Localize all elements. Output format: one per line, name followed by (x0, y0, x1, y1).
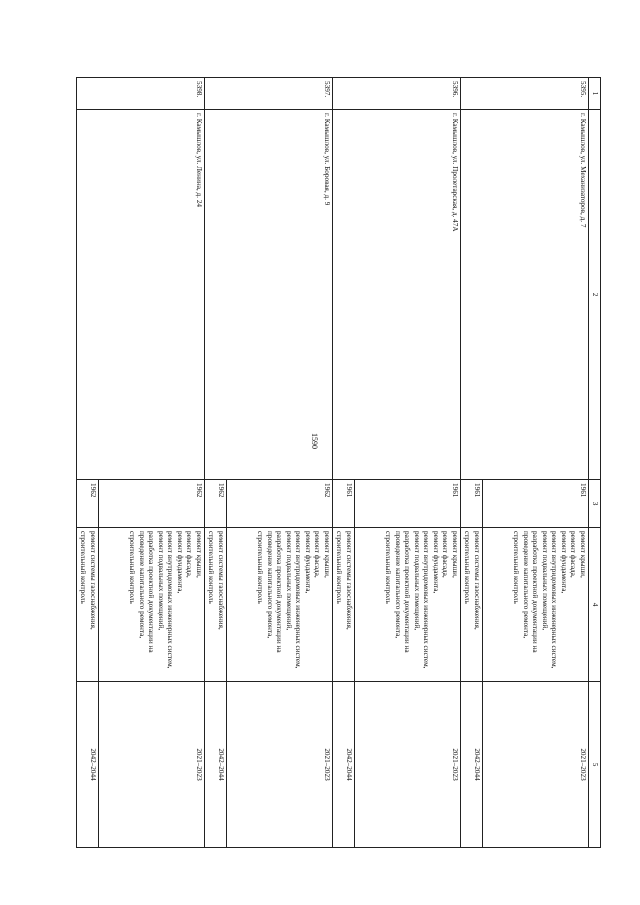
period-cell: 2042–2044 (205, 682, 227, 848)
works-cell (99, 528, 205, 682)
work-item: ремонт фасада, (185, 531, 194, 578)
works-cell (483, 528, 589, 682)
work-item: строительный контроль (463, 531, 472, 604)
address-cell: г. Камышлов, ул. Пролетарская, д. 47А (333, 110, 461, 480)
work-item: ремонт фундамента, (432, 531, 440, 594)
rotated-page (79, 77, 601, 847)
row-number: 5398. (77, 78, 205, 110)
year-cell: 1962 (99, 480, 205, 528)
work-item: разработка проектной документации на (275, 531, 284, 653)
repair-schedule-table (76, 77, 601, 848)
work-item: ремонт подвальных помещений, (285, 531, 293, 631)
year-cell: 1961 (355, 480, 461, 528)
work-item: ремонт крыши, (323, 531, 331, 578)
address-cell: г. Камышлов, ул. Ленина, д. 24 (77, 110, 205, 480)
year-cell: 1961 (483, 480, 589, 528)
period-cell: 2021–2023 (483, 682, 589, 848)
header-cell-5: 5 (589, 682, 601, 848)
year-cell: 1962 (205, 480, 227, 528)
works-cell (461, 528, 483, 682)
period-cell: 2042–2044 (77, 682, 99, 848)
header-cell-2: 2 (589, 110, 601, 480)
work-item: разработка проектной документации на (403, 531, 412, 653)
works-cell (205, 528, 227, 682)
work-item: проведение капитального ремонта, (138, 531, 146, 639)
row-number: 5395. (461, 78, 589, 110)
work-item: ремонт системы газоснабжения, (473, 531, 481, 630)
work-item: ремонт внутридомовых инженерных систем, (294, 531, 303, 669)
work-item: проведение капитального ремонта, (394, 531, 402, 639)
work-item: строительный контроль (256, 531, 265, 604)
table-row (483, 78, 589, 848)
address-cell: г. Камышлов, ул. Механизаторов, д. 7 (461, 110, 589, 480)
work-item: ремонт внутридомовых инженерных систем, (550, 531, 559, 669)
period-cell: 2021–2023 (227, 682, 333, 848)
works-cell (333, 528, 355, 682)
period-cell: 2042–2044 (333, 682, 355, 848)
period-cell: 2021–2023 (355, 682, 461, 848)
year-cell: 1961 (333, 480, 355, 528)
work-item: строительный контроль (79, 531, 88, 604)
work-item: строительный контроль (128, 531, 137, 604)
header-cell-1: 1 (589, 78, 601, 110)
table-row (227, 78, 333, 848)
row-number: 5397. (205, 78, 333, 110)
work-item: разработка проектной документации на (531, 531, 540, 653)
work-item: ремонт фасада, (313, 531, 322, 578)
period-cell: 2021–2023 (99, 682, 205, 848)
work-item: ремонт внутридомовых инженерных систем, (166, 531, 175, 669)
year-cell: 1961 (461, 480, 483, 528)
work-item: ремонт системы газоснабжения, (89, 531, 97, 630)
work-item: ремонт крыши, (451, 531, 459, 578)
work-item: ремонт фундамента, (176, 531, 184, 594)
year-cell: 1962 (77, 480, 99, 528)
work-item: проведение капитального ремонта, (522, 531, 530, 639)
work-item: строительный контроль (335, 531, 344, 604)
work-item: ремонт крыши, (579, 531, 587, 578)
address-cell: г. Камышлов, ул. Боровая, д. 9 (205, 110, 333, 480)
header-cell-4: 4 (589, 528, 601, 682)
work-item: ремонт фасада, (569, 531, 578, 578)
table-row (355, 78, 461, 848)
work-item: проведение капитального ремонта, (266, 531, 274, 639)
work-item: ремонт фундамента, (304, 531, 312, 594)
table-row (99, 78, 205, 848)
work-item: строительный контроль (512, 531, 521, 604)
work-item: ремонт системы газоснабжения, (345, 531, 353, 630)
header-row (589, 78, 601, 848)
header-cell-3: 3 (589, 480, 601, 528)
work-item: строительный контроль (207, 531, 216, 604)
work-item: ремонт системы газоснабжения, (217, 531, 225, 630)
row-number: 5396. (333, 78, 461, 110)
work-item: ремонт крыши, (195, 531, 203, 578)
work-item: строительный контроль (384, 531, 393, 604)
work-item: ремонт подвальных помещений, (413, 531, 421, 631)
work-item: ремонт фундамента, (560, 531, 568, 594)
work-item: ремонт внутридомовых инженерных систем, (422, 531, 431, 669)
works-cell (227, 528, 333, 682)
works-cell (355, 528, 461, 682)
period-cell: 2042–2044 (461, 682, 483, 848)
work-item: ремонт подвальных помещений, (157, 531, 165, 631)
works-cell (77, 528, 99, 682)
page-number: 1590 (310, 433, 319, 449)
work-item: ремонт подвальных помещений, (541, 531, 549, 631)
work-item: разработка проектной документации на (147, 531, 156, 653)
year-cell: 1962 (227, 480, 333, 528)
work-item: ремонт фасада, (441, 531, 450, 578)
